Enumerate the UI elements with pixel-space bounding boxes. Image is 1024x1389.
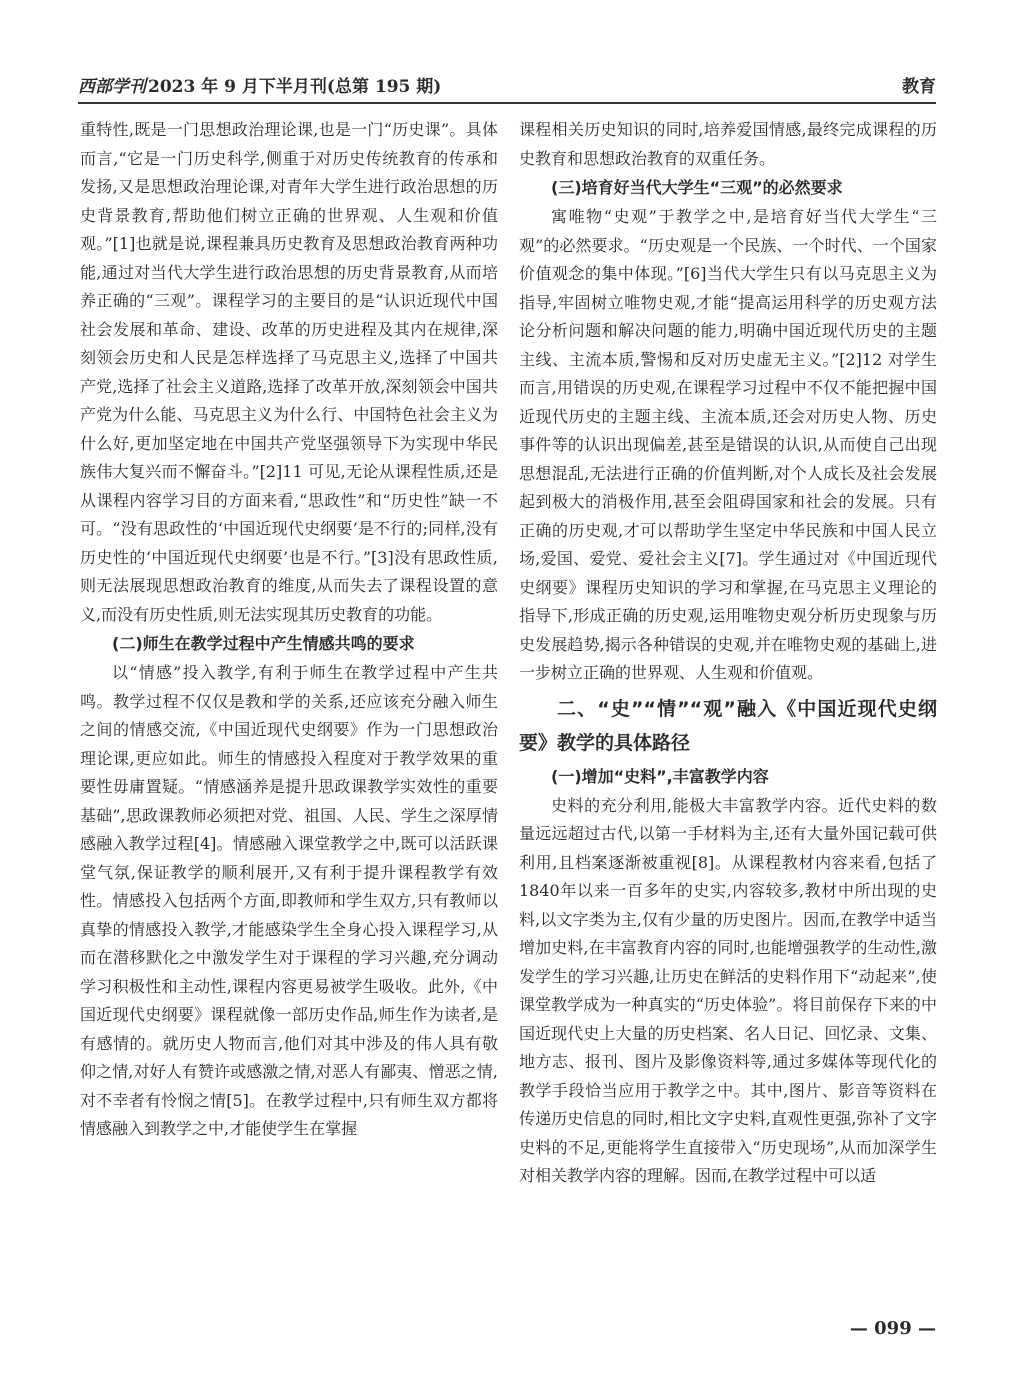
- section-label: 教育: [902, 77, 936, 97]
- journal-logo: 西部学刊: [78, 77, 146, 97]
- page-number: — 099 —: [849, 1318, 936, 1339]
- page-header: [78, 68, 936, 104]
- section-heading: (二)师生在教学过程中产生情感共鸣的要求: [112, 634, 415, 653]
- chapter-heading: 二、“史”“情”“观”融入《中国近现代史纲要》教学的具体路径: [519, 697, 937, 754]
- paragraph: 以“情感”投入教学,有利于师生在教学过程中产生共鸣。教学过程不仅仅是教和学的关系,还应该充分融入师生之间的情感交流,《中国近现代史纲要》作为一门思想政治理论课,更应如此。师生的情感投入程度对于教学效果的重要性毋庸置疑。“情感涵养是提升思政课教学实效性的重要基础”,思政课教师必须把对党、祖国、人民、学生之深厚情感融入教学过程[4]。情感融入课堂教学之中,既可以活跃课堂气氛,保证教学的顺利展开,又有利于提升课程教学有效性。情感投入包括两个方面,即教师和学生双方,只有教师以真挚的情感投入教学,才能感染学生全身心投入课程学习,从而在潜移默化之中激发学生对于课程的学习兴趣,充分调动学习积极性和主动性,课程内容更易被学生吸收。此外,《中国近现代史纲要》课程就像一部历史作品,师生作为读者,是有感情的。就历史人物而言,他们对其中涉及的伟人具有敬仰之情,对好人有赞许或感激之情,对恶人有鄙夷、憎恶之情,对不幸者有怜悯之情[5]。在教学过程中,只有师生双方都将情感融入到教学之中,才能使学生在掌握: [80, 663, 498, 1138]
- paragraph: 寓唯物“史观”于教学之中,是培育好当代大学生“三观”的必然要求。“历史观是一个民族、一个时代、一个国家价值观念的集中体现。”[6]当代大学生只有以马克思主义为指导,牢固树立唯物史观,才能“提高运用科学的历史观方法论分析问题和解决问题的能力,明确中国近现代历史的主题主线、主流本质,警惕和反对历史虚无主义。”[2]12 对学生而言,用错误的历史观,在课程学习过程中不仅不能把握中国近现代历史的主题主线、主流本质,还会对历史人物、历史事件等的认识出现偏差,甚至是错误的认识,从而使自己出现思想混乱,无法进行正确的价值判断,对个人成长及社会发展起到极大的消极作用,甚至会阻碍国家和社会的发展。只有正确的历史观,才可以帮助学生坚定中华民族和中国人民立场,爱国、爱党、爱社会主义[7]。学生通过对《中国近现代史纲要》课程历史知识的学习和掌握,在马克思主义理论的指导下,形成正确的历史观,运用唯物史观分析历史现象与历史发展趋势,揭示各种错误的史观,并在唯物史观的基础上,进一步树立正确的世界观、人生观和价值观。: [519, 207, 937, 682]
- left-column: [80, 116, 498, 1144]
- journal-masthead: [78, 72, 441, 97]
- right-column: [519, 116, 937, 1191]
- paragraph: 史料的充分利用,能极大丰富教学内容。近代史料的数量远远超过古代,以第一手材料为主,还有大量外国记载可供利用,且档案逐渐被重视[8]。从课程教材内容来看,包括了1840年以来一百多年的史实,内容较多,教材中所出现的史料,以文字类为主,仅有少量的历史图片。因而,在教学中适当增加史料,在丰富教育内容的同时,也能增强教学的生动性,激发学生的学习兴趣,让历史在鲜活的史料作用下“动起来”,使课堂教学成为一种真实的“历史体验”。将目前保存下来的中国近现代史上大量的历史档案、名人日记、回忆录、文集、地方志、报刊、图片及影像资料等,通过多媒体等现代化的教学手段恰当应用于教学之中。其中,图片、影音等资料在传递历史信息的同时,相比文字史料,直观性更强,弥补了文字史料的不足,更能将学生直接带入“历史现场”,从而加深学生对相关教学内容的理解。因而,在教学过程中可以适: [519, 795, 937, 1185]
- issue-info: 2023 年 9 月下半月刊(总第 195 期): [148, 77, 442, 97]
- section-heading: (三)培育好当代大学生“三观”的必然要求: [551, 178, 843, 197]
- paragraph: 课程相关历史知识的同时,培养爱国情感,最终完成课程的历史教育和思想政治教育的双重任务。: [519, 120, 937, 168]
- paragraph: 重特性,既是一门思想政治理论课,也是一门“历史课”。具体而言,“它是一门历史科学,侧重于对历史传统教育的传承和发扬,又是思想政治理论课,对青年大学生进行政治思想的历史背景教育,帮助他们树立正确的世界观、人生观和价值观。”[1]也就是说,课程兼具历史教育及思想政治教育两种功能,通过对当代大学生进行政治思想的历史背景教育,从而培养正确的“三观”。课程学习的主要目的是“认识近现代中国社会发展和革命、建设、改革的历史进程及其内在规律,深刻领会历史和人民是怎样选择了马克思主义,选择了中国共产党,选择了社会主义道路,选择了改革开放,深刻领会中国共产党为什么能、马克思主义为什么行、中国特色社会主义为什么好,更加坚定地在中国共产党坚强领导下为实现中华民族伟大复兴而不懈奋斗。”[2]11 可见,无论从课程性质,还是从课程内容学习目的方面来看,“思政性”和“历史性”缺一不可。“没有思政性的‘中国近现代史纲要’是不行的;同样,没有历史性的‘中国近现代史纲要’也是不行。”[3]没有思政性质,则无法展现思想政治教育的维度,从而失去了课程设置的意义,而没有历史性质,则无法实现其历史教育的功能。: [80, 120, 498, 624]
- section-heading: (一)增加“史料”,丰富教学内容: [551, 766, 769, 786]
